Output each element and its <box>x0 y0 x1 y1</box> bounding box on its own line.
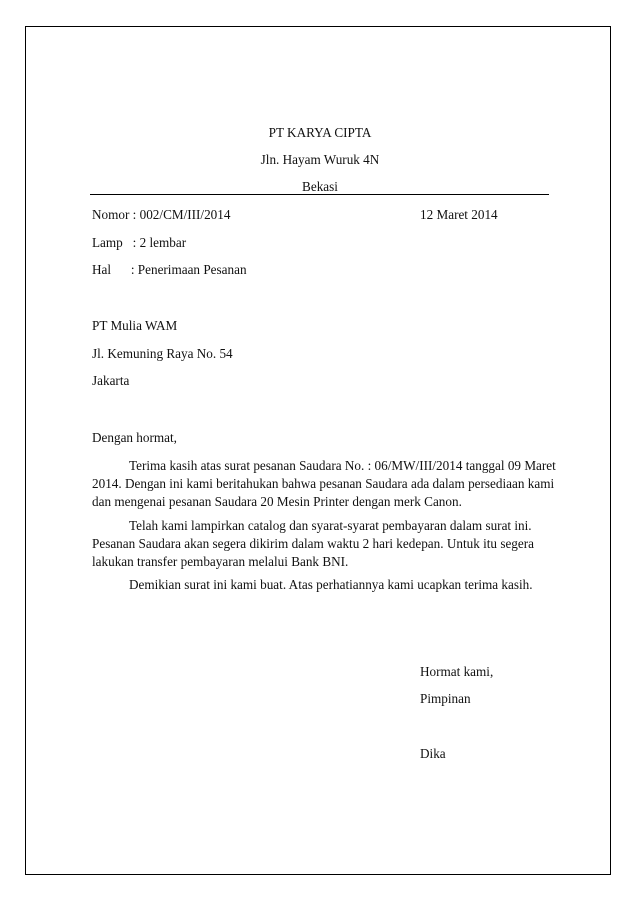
paragraph-line: Pesanan Saudara akan segera dikirim dalam waktu 2 hari kedepan. Untuk itu segera <box>92 536 534 551</box>
recipient-name: PT Mulia WAM <box>92 318 178 333</box>
paragraph-line: Telah kami lampirkan catalog dan syarat-syarat pembayaran dalam surat ini. <box>129 518 532 533</box>
recipient-city: Jakarta <box>92 373 130 388</box>
paragraph-order-confirmation <box>92 457 554 511</box>
paragraph-line: lakukan transfer pembayaran melalui Bank BNI. <box>92 554 349 569</box>
company-city: Bekasi <box>302 179 338 194</box>
company-street: Jln. Hayam Wuruk 4N <box>260 152 380 167</box>
signature-closing: Hormat kami, <box>420 664 494 679</box>
paragraph-line: Demikian surat ini kami buat. Atas perhatiannya kami ucapkan terima kasih. <box>129 577 533 592</box>
letter-subject: Hal : Penerimaan Pesanan <box>92 262 247 277</box>
paragraph-closing <box>92 576 554 594</box>
signature-name: Dika <box>420 746 446 761</box>
paragraph-payment-info <box>92 517 554 571</box>
paragraph-line: 2014. Dengan ini kami beritahukan bahwa pesanan Saudara ada dalam persediaan kami <box>92 476 555 491</box>
letterhead-divider <box>90 194 549 195</box>
paragraph-line: dan mengenai pesanan Saudara 20 Mesin Printer dengan merk Canon. <box>92 494 462 509</box>
letter-date: 12 Maret 2014 <box>420 207 498 222</box>
signature-title: Pimpinan <box>420 691 471 706</box>
recipient-address: Jl. Kemuning Raya No. 54 <box>92 346 233 361</box>
letter-attachment: Lamp : 2 lembar <box>92 235 187 250</box>
company-name: PT KARYA CIPTA <box>268 125 372 140</box>
salutation: Dengan hormat, <box>92 430 177 445</box>
paragraph-line: Terima kasih atas surat pesanan Saudara No. : 06/MW/III/2014 tanggal 09 Maret <box>129 458 556 473</box>
letter-number: Nomor : 002/CM/III/2014 <box>92 207 231 222</box>
